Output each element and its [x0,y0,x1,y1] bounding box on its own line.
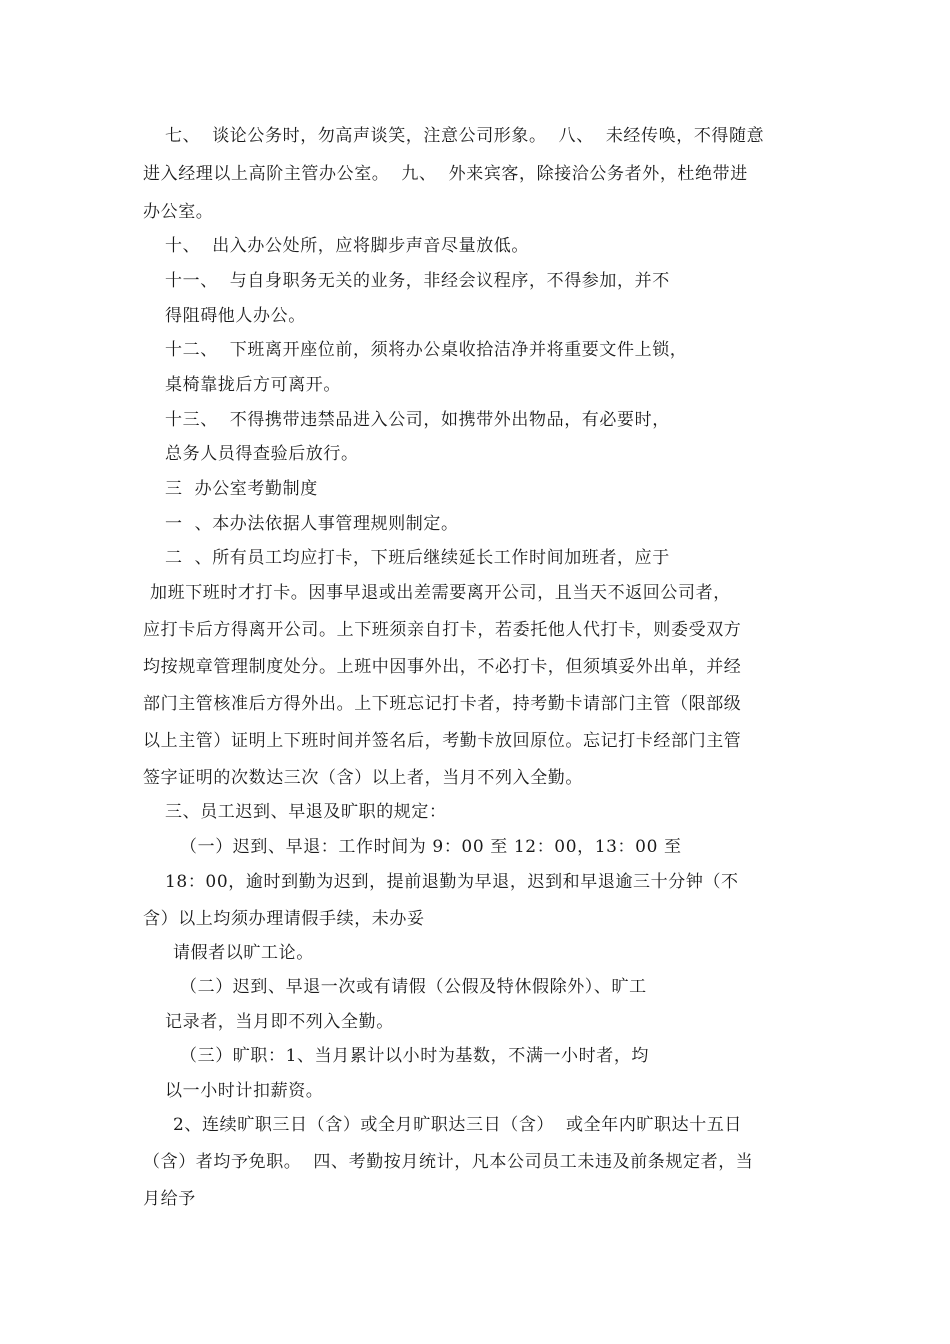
text-line: （三）旷职：1、当月累计以小时为基数，不满一小时者，均 [180,1046,650,1066]
text-line: 十三、 不得携带违禁品进入公司，如携带外出物品，有必要时， [165,410,670,430]
text-line: 均按规章管理制度处分。上班中因事外出，不必打卡，但须填妥外出单，并经 [143,657,742,677]
text-line: 记录者，当月即不列入全勤。 [165,1012,394,1032]
text-line: 二 、所有员工均应打卡，下班后继续延长工作时间加班者，应于 [165,548,670,568]
text-line: 以上主管）证明上下班时间并签名后，考勤卡放回原位。忘记打卡经部门主管 [143,731,742,751]
section-heading: 三、员工迟到、早退及旷职的规定： [165,802,447,822]
section-heading: 三 办公室考勤制度 [165,479,318,499]
text-line: 十、 出入办公处所，应将脚步声音尽量放低。 [165,236,530,256]
text-line: （含）者均予免职。 四、考勤按月统计，凡本公司员工未违及前条规定者，当 [143,1152,754,1172]
text-line: 桌椅靠拢后方可离开。 [165,375,341,395]
text-line: 签字证明的次数达三次（含）以上者，当月不列入全勤。 [143,768,583,788]
text-line: 总务人员得查验后放行。 [165,444,359,464]
text-line: 18：00，逾时到勤为迟到，提前退勤为早退，迟到和早退逾三十分钟（不 [165,872,739,892]
text-line: 七、 谈论公务时，勿高声谈笑，注意公司形象。 八、 未经传唤，不得随意 [165,126,765,146]
text-line: 进入经理以上高阶主管办公室。 九、 外来宾客，除接洽公务者外，杜绝带进 [143,164,748,184]
text-line: 月给予 [143,1189,196,1209]
text-line: 一 、本办法依据人事管理规则制定。 [165,514,459,534]
text-line: （一）迟到、早退：工作时间为 9：00 至 12：00，13：00 至 [180,837,682,857]
text-line: 部门主管核准后方得外出。上下班忘记打卡者，持考勤卡请部门主管（限部级 [143,694,742,714]
text-line: 2、连续旷职三日（含）或全月旷职达三日（含） 或全年内旷职达十五日 [173,1115,743,1135]
text-line: （二）迟到、早退一次或有请假（公假及特休假除外）、旷工 [180,977,647,997]
text-line: 加班下班时才打卡。因事早退或出差需要离开公司，且当天不返回公司者， [150,583,731,603]
text-line: 办公室。 [143,202,214,222]
text-line: 含）以上均须办理请假手续，未办妥 [143,909,425,929]
text-line: 十二、 下班离开座位前，须将办公桌收拾洁净并将重要文件上锁， [165,340,688,360]
text-line: 请假者以旷工论。 [173,943,314,963]
text-line: 得阻碍他人办公。 [165,306,306,326]
text-line: 应打卡后方得离开公司。上下班须亲自打卡，若委托他人代打卡，则委受双方 [143,620,742,640]
text-line: 以一小时计扣薪资。 [165,1081,324,1101]
text-line: 十一、 与自身职务无关的业务，非经会议程序，不得参加，并不 [165,271,670,291]
